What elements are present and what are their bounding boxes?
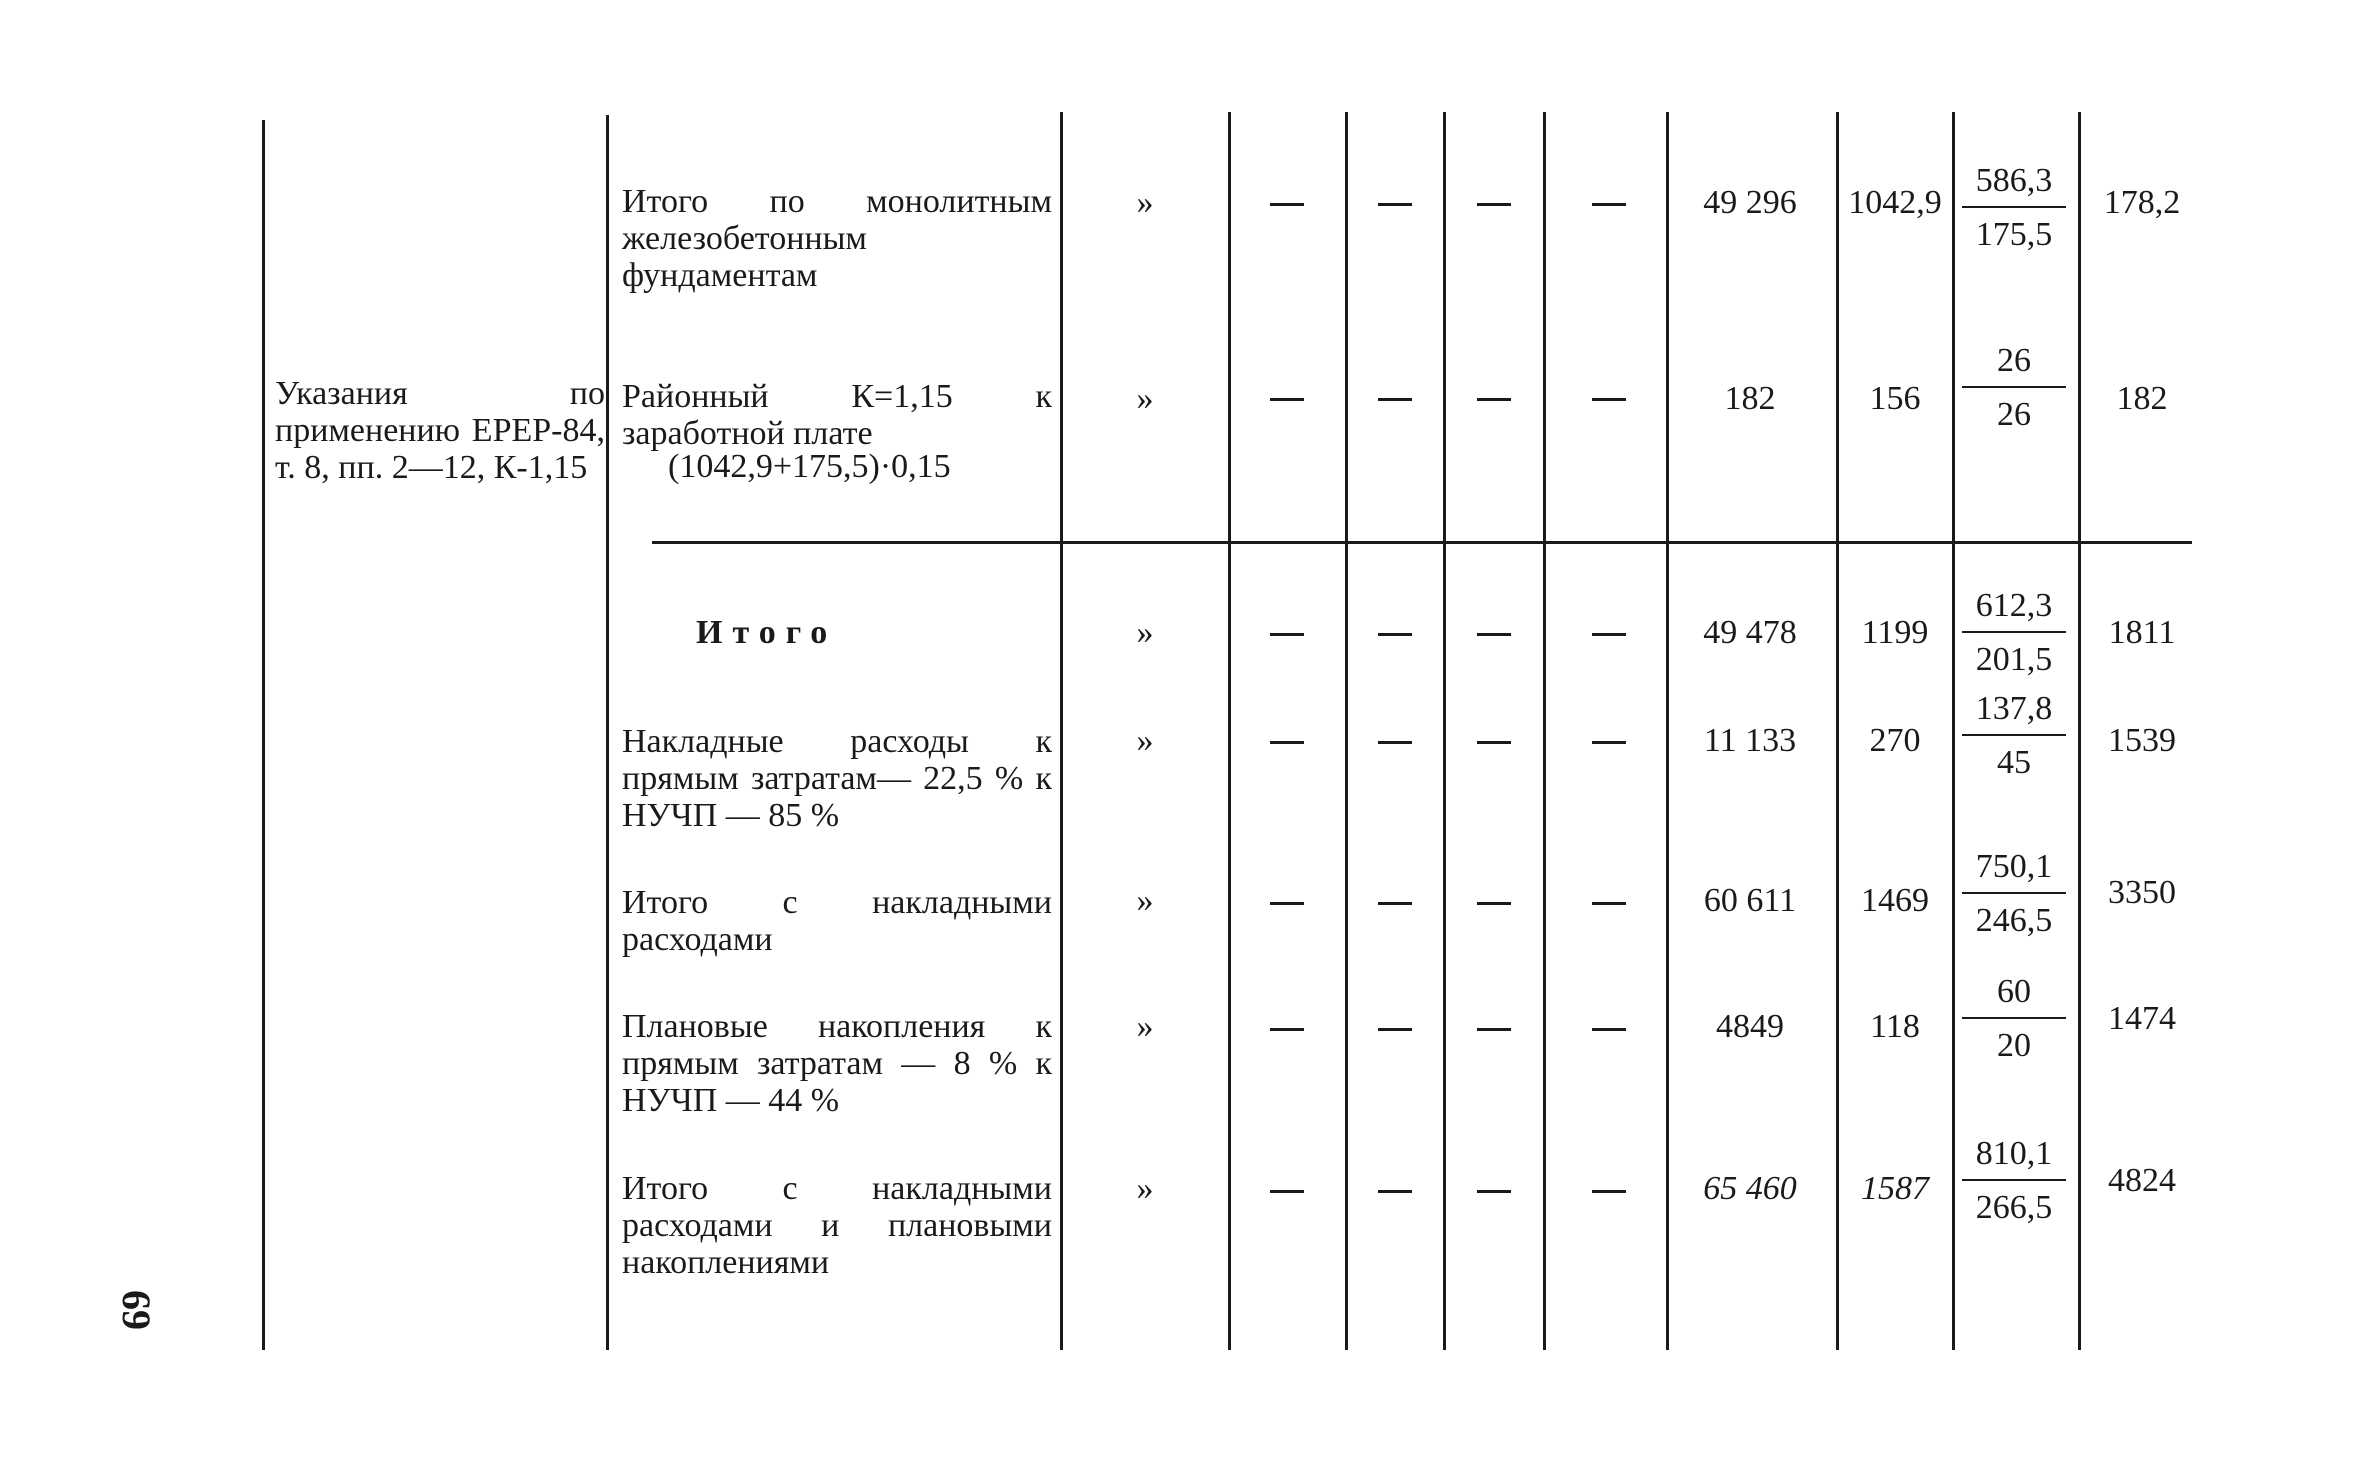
dash-cell bbox=[1477, 1028, 1511, 1031]
total-value: 60 611 bbox=[1703, 882, 1797, 919]
row-formula: (1042,9+175,5)·0,15 bbox=[668, 448, 951, 485]
machine-fraction bbox=[1954, 587, 2074, 679]
fraction-top: 810,1 bbox=[1975, 1135, 2053, 1172]
last-value: 1811 bbox=[2108, 614, 2176, 651]
fraction-top: 26 bbox=[1997, 342, 2031, 379]
fraction-bottom: 266,5 bbox=[1975, 1189, 2053, 1226]
last-value: 4824 bbox=[2108, 1162, 2176, 1199]
fraction-bar bbox=[1962, 206, 2066, 208]
dash-cell bbox=[1592, 398, 1626, 401]
dash-cell bbox=[1378, 203, 1412, 206]
dash-cell bbox=[1592, 1028, 1626, 1031]
last-value: 3350 bbox=[2108, 874, 2176, 911]
dash-cell bbox=[1592, 902, 1626, 905]
dash-cell bbox=[1477, 1190, 1511, 1193]
fraction-bottom: 246,5 bbox=[1975, 902, 2053, 939]
unit-mark: » bbox=[1136, 184, 1154, 221]
page-number: 69 bbox=[114, 1290, 159, 1330]
fraction-bottom: 175,5 bbox=[1975, 216, 2053, 253]
dash-cell bbox=[1270, 633, 1304, 636]
table-rule bbox=[1543, 112, 1546, 1350]
row-description: Итого bbox=[696, 614, 838, 651]
dash-cell bbox=[1270, 398, 1304, 401]
unit-mark: » bbox=[1136, 722, 1154, 759]
fraction-top: 586,3 bbox=[1975, 162, 2053, 199]
machine-fraction bbox=[1954, 162, 2074, 254]
fraction-bar bbox=[1962, 734, 2066, 736]
dash-cell bbox=[1592, 741, 1626, 744]
fraction-bottom: 20 bbox=[1997, 1027, 2031, 1064]
table-rule bbox=[1666, 112, 1669, 1350]
unit-mark: » bbox=[1136, 882, 1154, 919]
fraction-bottom: 26 bbox=[1997, 396, 2031, 433]
dash-cell bbox=[1270, 902, 1304, 905]
dash-cell bbox=[1378, 1190, 1412, 1193]
fraction-bar bbox=[1962, 892, 2066, 894]
wage-value: 1587 bbox=[1861, 1170, 1929, 1207]
dash-cell bbox=[1477, 398, 1511, 401]
table-rule bbox=[262, 120, 265, 1350]
table-rule bbox=[1060, 112, 1063, 1350]
fraction-bottom: 45 bbox=[1997, 744, 2031, 781]
unit-mark: » bbox=[1136, 380, 1154, 417]
dash-cell bbox=[1378, 902, 1412, 905]
dash-cell bbox=[1378, 1028, 1412, 1031]
wage-value: 1199 bbox=[1861, 614, 1929, 651]
dash-cell bbox=[1592, 203, 1626, 206]
unit-mark: » bbox=[1136, 614, 1154, 651]
machine-fraction bbox=[1954, 342, 2074, 434]
machine-fraction bbox=[1954, 973, 2074, 1065]
table-rule bbox=[1228, 112, 1231, 1350]
machine-fraction bbox=[1954, 690, 2074, 782]
total-value: 49 296 bbox=[1703, 184, 1797, 221]
total-value: 49 478 bbox=[1703, 614, 1797, 651]
fraction-bar bbox=[1962, 386, 2066, 388]
total-value: 11 133 bbox=[1703, 722, 1797, 759]
last-value: 182 bbox=[2116, 380, 2168, 417]
total-value: 4849 bbox=[1716, 1008, 1784, 1045]
section-divider bbox=[652, 541, 2192, 544]
fraction-bar bbox=[1962, 1179, 2066, 1181]
dash-cell bbox=[1270, 203, 1304, 206]
fraction-bar bbox=[1962, 1017, 2066, 1019]
fraction-top: 60 bbox=[1997, 973, 2031, 1010]
dash-cell bbox=[1477, 741, 1511, 744]
fraction-top: 137,8 bbox=[1975, 690, 2053, 727]
table-rule bbox=[1443, 112, 1446, 1350]
dash-cell bbox=[1592, 1190, 1626, 1193]
dash-cell bbox=[1477, 203, 1511, 206]
dash-cell bbox=[1378, 741, 1412, 744]
fraction-bottom: 201,5 bbox=[1975, 641, 2053, 678]
wage-value: 270 bbox=[1869, 722, 1921, 759]
fraction-top: 750,1 bbox=[1975, 848, 2053, 885]
last-value: 1539 bbox=[2108, 722, 2176, 759]
dash-cell bbox=[1592, 633, 1626, 636]
table-rule bbox=[1345, 112, 1348, 1350]
unit-mark: » bbox=[1136, 1170, 1154, 1207]
row-description: Накладные расходы к прямым затратам— 22,5 % к НУЧП — 85 % bbox=[622, 723, 1052, 834]
dash-cell bbox=[1378, 398, 1412, 401]
note-text: Указания по применению ЕРЕР-84, т. 8, пп. 2—12, К-1,15 bbox=[275, 375, 605, 486]
row-description: Районный К=1,15 к заработной плате bbox=[622, 378, 1052, 452]
table-rule bbox=[606, 115, 609, 1350]
machine-fraction bbox=[1954, 848, 2074, 940]
total-value: 182 bbox=[1724, 380, 1776, 417]
wage-value: 156 bbox=[1869, 380, 1921, 417]
fraction-top: 612,3 bbox=[1975, 587, 2053, 624]
dash-cell bbox=[1378, 633, 1412, 636]
row-description: Итого с накладными расходами bbox=[622, 884, 1052, 958]
last-value: 1474 bbox=[2108, 1000, 2176, 1037]
wage-value: 1042,9 bbox=[1848, 184, 1942, 221]
dash-cell bbox=[1270, 1190, 1304, 1193]
table-rule bbox=[2078, 112, 2081, 1350]
wage-value: 1469 bbox=[1861, 882, 1929, 919]
unit-mark: » bbox=[1136, 1008, 1154, 1045]
total-value: 65 460 bbox=[1703, 1170, 1797, 1207]
fraction-bar bbox=[1962, 631, 2066, 633]
dash-cell bbox=[1270, 741, 1304, 744]
dash-cell bbox=[1477, 633, 1511, 636]
last-value: 178,2 bbox=[2103, 184, 2181, 221]
row-description: Итого с накладными расходами и плановыми накоплениями bbox=[622, 1170, 1052, 1281]
wage-value: 118 bbox=[1870, 1008, 1920, 1045]
row-description: Итого по монолитным железобетонным фундаментам bbox=[622, 183, 1052, 294]
row-description: Плановые накопления к прямым затратам — 8 % к НУЧП — 44 % bbox=[622, 1008, 1052, 1119]
dash-cell bbox=[1477, 902, 1511, 905]
machine-fraction bbox=[1954, 1135, 2074, 1227]
dash-cell bbox=[1270, 1028, 1304, 1031]
